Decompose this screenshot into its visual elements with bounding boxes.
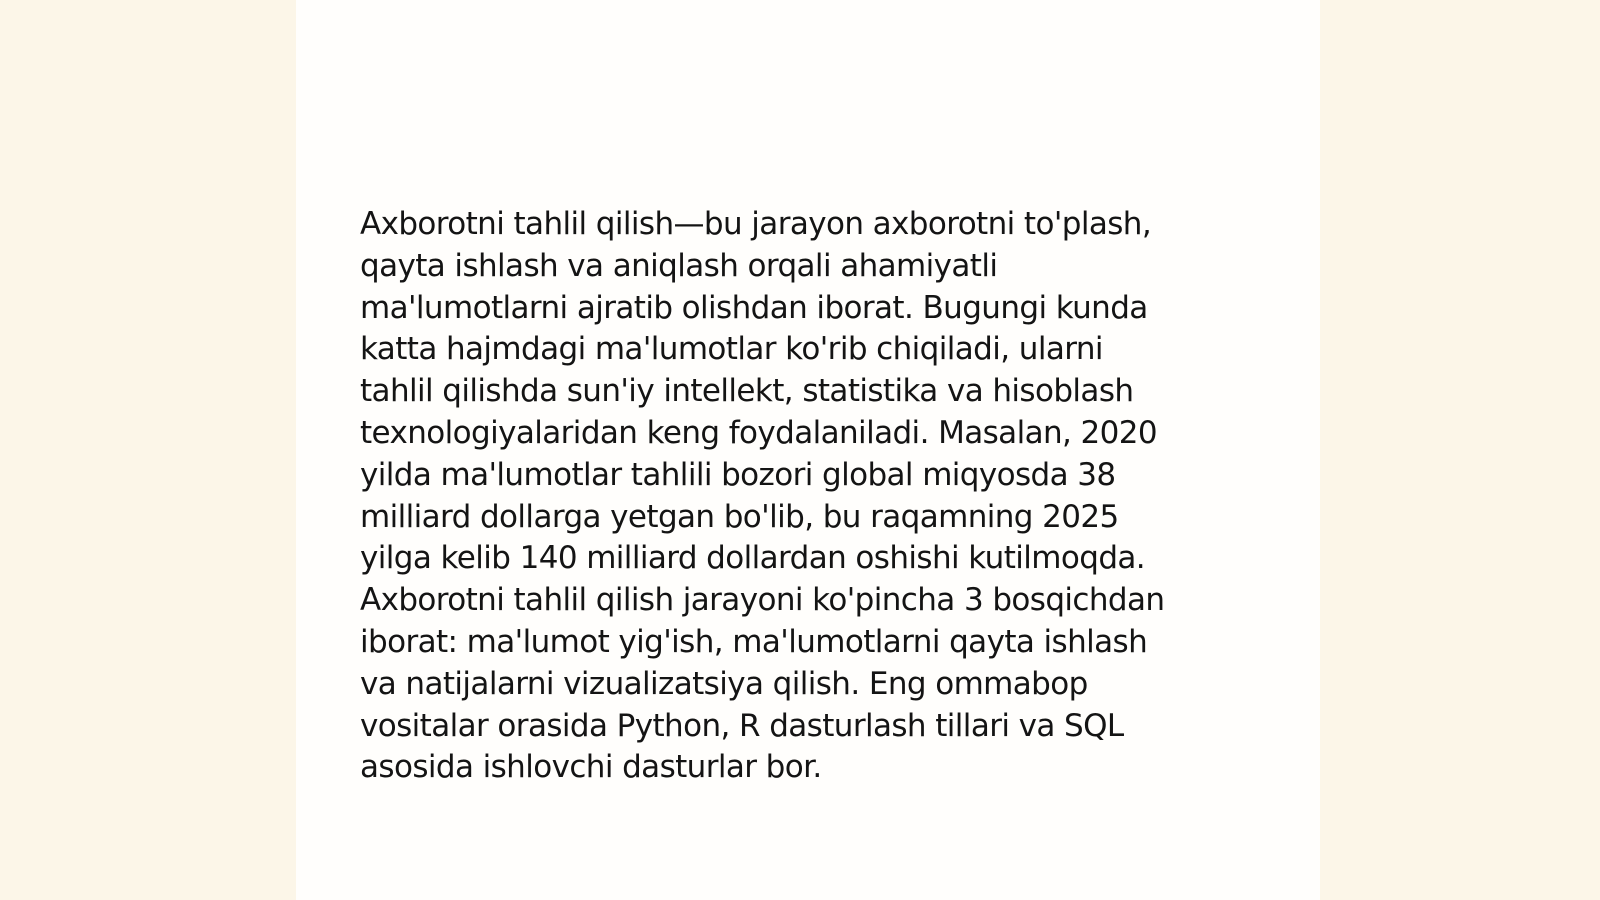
paragraph-line: yilga kelib 140 milliard dollardan oshishi kutilmoqda. [360,540,1146,577]
paragraph-line: texnologiyalaridan keng foydalaniladi. Masalan, 2020 [360,414,1158,451]
paragraph-line: qayta ishlash va aniqlash orqali ahamiyatli [360,247,998,284]
body-paragraph [360,204,1260,789]
paragraph-line: tahlil qilishda sun'iy intellekt, statistika va hisoblash [360,373,1134,410]
paragraph-line: vositalar orasida Python, R dasturlash tillari va SQL [360,707,1124,744]
paragraph-line: Axborotni tahlil qilish jarayoni ko'pincha 3 bosqichdan [360,582,1165,619]
paragraph-line: milliard dollarga yetgan bo'lib, bu raqamning 2025 [360,498,1119,535]
paragraph-line: Axborotni tahlil qilish—bu jarayon axborotni to'plash, [360,206,1152,242]
paragraph-line: katta hajmdagi ma'lumotlar ko'rib chiqiladi, ularni [360,331,1103,368]
paragraph-line: iborat: ma'lumot yig'ish, ma'lumotlarni qayta ishlash [360,623,1148,660]
paragraph-line: ma'lumotlarni ajratib olishdan iborat. Bugungi kunda [360,289,1148,326]
paragraph-line: yilda ma'lumotlar tahlili bozori global miqyosda 38 [360,456,1116,493]
paragraph-line: asosida ishlovchi dasturlar bor. [360,749,822,786]
paragraph-line: va natijalarni vizualizatsiya qilish. Eng ommabop [360,665,1088,702]
slide-page [296,0,1320,900]
